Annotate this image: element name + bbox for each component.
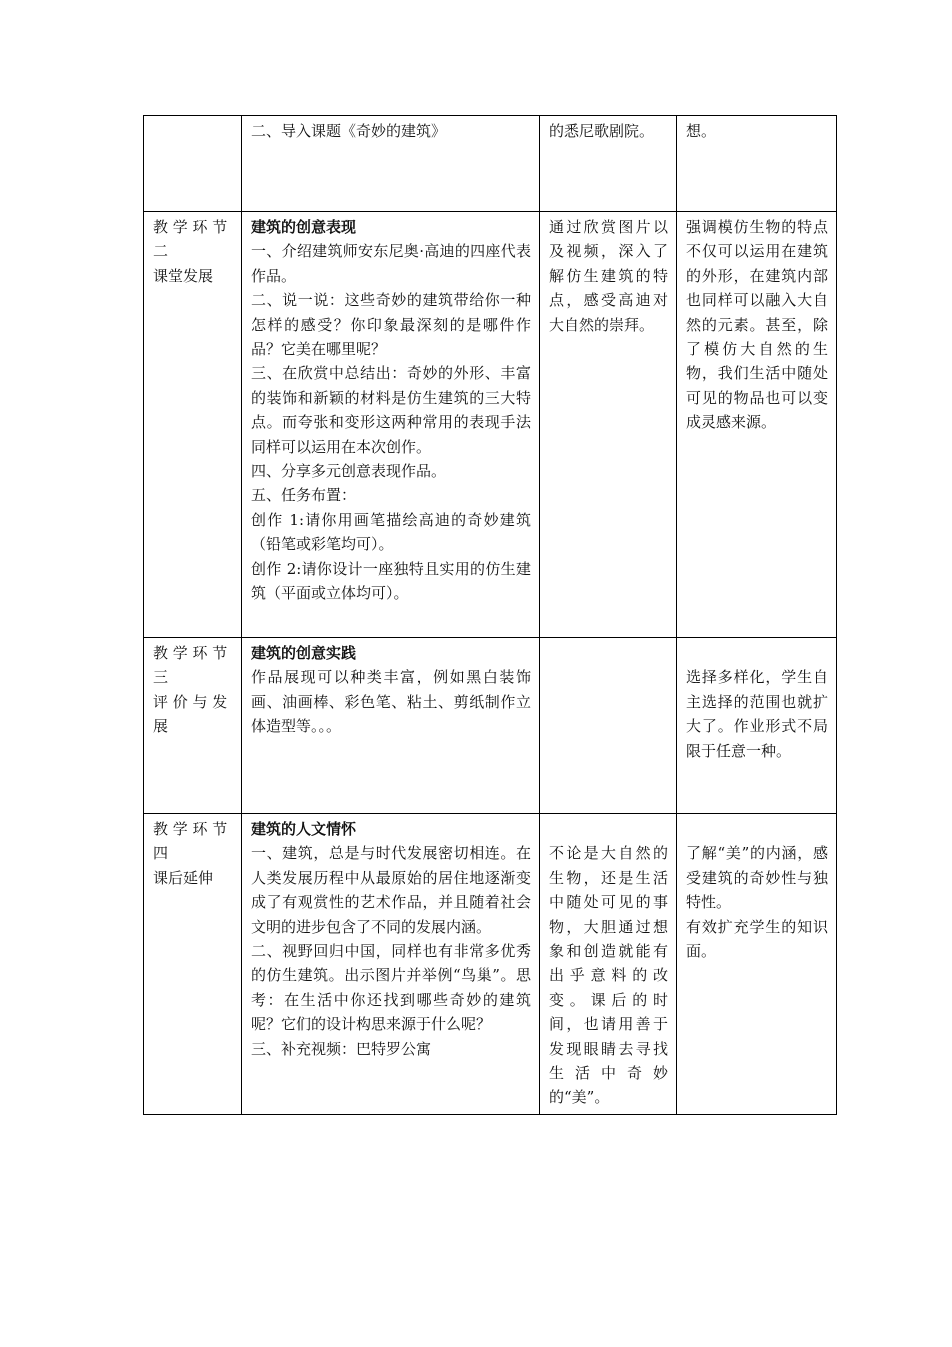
stage-cell [144, 212, 242, 638]
notes-cell [677, 116, 837, 212]
intent-cell [540, 116, 677, 212]
stage-line: 教 学 环 节 [153, 820, 228, 838]
notes-paragraph: 强调模仿生物的特点不仅可以运用在建筑的外形，在建筑内部也同样可以融入大自然的元素。甚至，除了模仿大自然的生物，我们生活中随处可见的物品也可以变成灵感来源。 [686, 218, 828, 432]
content-paragraph: 一、介绍建筑师安东尼奥·高迪的四座代表作品。 [251, 242, 531, 285]
content-paragraph: 二、说一说：这些奇妙的建筑带给你一种怎样的感受？你印象最深刻的是哪件作品？它美在哪里呢？ [251, 291, 531, 359]
lesson-plan-table [143, 115, 837, 1115]
content-paragraph: 五、任务布置： [251, 486, 357, 505]
intent-paragraph: 不论是大自然的生物，还是生活中随处可见的事物，大胆通过想象和创造就能有出乎意料的改变。课后的时间，也请用善于发现眼睛去寻找生活中奇妙的“美”。 [549, 844, 668, 1107]
intent-paragraph: 的悉尼歌剧院。 [549, 122, 655, 140]
table-body [144, 116, 837, 1115]
intent-cell [540, 814, 677, 1115]
stage-line: 展 [153, 717, 169, 736]
content-cell [242, 212, 540, 638]
table-row [144, 814, 837, 1115]
notes-paragraph: 了解“美”的内涵，感受建筑的奇妙性与独特性。 [686, 844, 828, 912]
stage-line: 课后延伸 [153, 868, 214, 887]
content-paragraph: 二、导入课题《奇妙的建筑》 [251, 122, 447, 140]
content-cell [242, 116, 540, 212]
table-row [144, 212, 837, 638]
stage-line: 评 价 与 发 [153, 692, 228, 711]
notes-cell [677, 212, 837, 638]
intent-cell [540, 212, 677, 638]
stage-line: 课堂发展 [153, 266, 214, 285]
notes-paragraph: 有效扩充学生的知识面。 [686, 917, 828, 961]
content-paragraph: 创作 1:请你用画笔描绘高迪的奇妙建筑（铅笔或彩笔均可）。 [251, 510, 531, 554]
stage-line: 二 [153, 242, 169, 261]
content-paragraph: 四、分享多元创意表现作品。 [251, 462, 447, 481]
stage-cell [144, 814, 242, 1115]
notes-paragraph: 想。 [686, 122, 717, 140]
content-paragraph: 二、视野回归中国，同样也有非常多优秀的仿生建筑。出示图片并举例“鸟巢”。思考：在生活中你还找到哪些奇妙的建筑呢？它们的设计构思来源于什么呢？ [251, 942, 531, 1034]
content-paragraph: 三、补充视频：巴特罗公寓 [251, 1039, 432, 1058]
notes-cell [677, 638, 837, 814]
stage-line: 三 [153, 668, 169, 687]
stage-cell [144, 116, 242, 212]
stage-line: 四 [153, 844, 169, 863]
table-row [144, 116, 837, 212]
table-row [144, 638, 837, 814]
content-paragraph: 创作 2:请你设计一座独特且实用的仿生建筑（平面或立体均可）。 [251, 559, 531, 603]
content-cell [242, 814, 540, 1115]
content-paragraph: 作品展现可以种类丰富，例如黑白装饰画、油画棒、彩色笔、粘土、剪纸制作立体造型等。。。 [251, 668, 531, 736]
intent-paragraph: 通过欣赏图片以及视频，深入了解仿生建筑的特点，感受高迪对大自然的崇拜。 [549, 218, 668, 334]
notes-paragraph: 选择多样化，学生自主选择的范围也就扩大了。作业形式不局限于任意一种。 [686, 668, 828, 760]
content-paragraph: 一、建筑，总是与时代发展密切相连。在人类发展历程中从最原始的居住地逐渐变成了有观赏性的艺术作品，并且随着社会文明的进步包含了不同的发展内涵。 [251, 844, 531, 936]
section-title: 建筑的创意实践 [251, 644, 357, 662]
content-paragraph: 三、在欣赏中总结出：奇妙的外形、丰富的装饰和新颖的材料是仿生建筑的三大特点。而夸张和变形这两种常用的表现手法同样可以运用在本次创作。 [251, 364, 531, 456]
stage-line: 教 学 环 节 [153, 644, 228, 662]
stage-cell [144, 638, 242, 814]
section-title: 建筑的人文情怀 [251, 820, 357, 838]
stage-line: 教 学 环 节 [153, 218, 228, 236]
notes-cell [677, 814, 837, 1115]
section-title: 建筑的创意表现 [251, 218, 357, 236]
content-cell [242, 638, 540, 814]
intent-cell [540, 638, 677, 814]
